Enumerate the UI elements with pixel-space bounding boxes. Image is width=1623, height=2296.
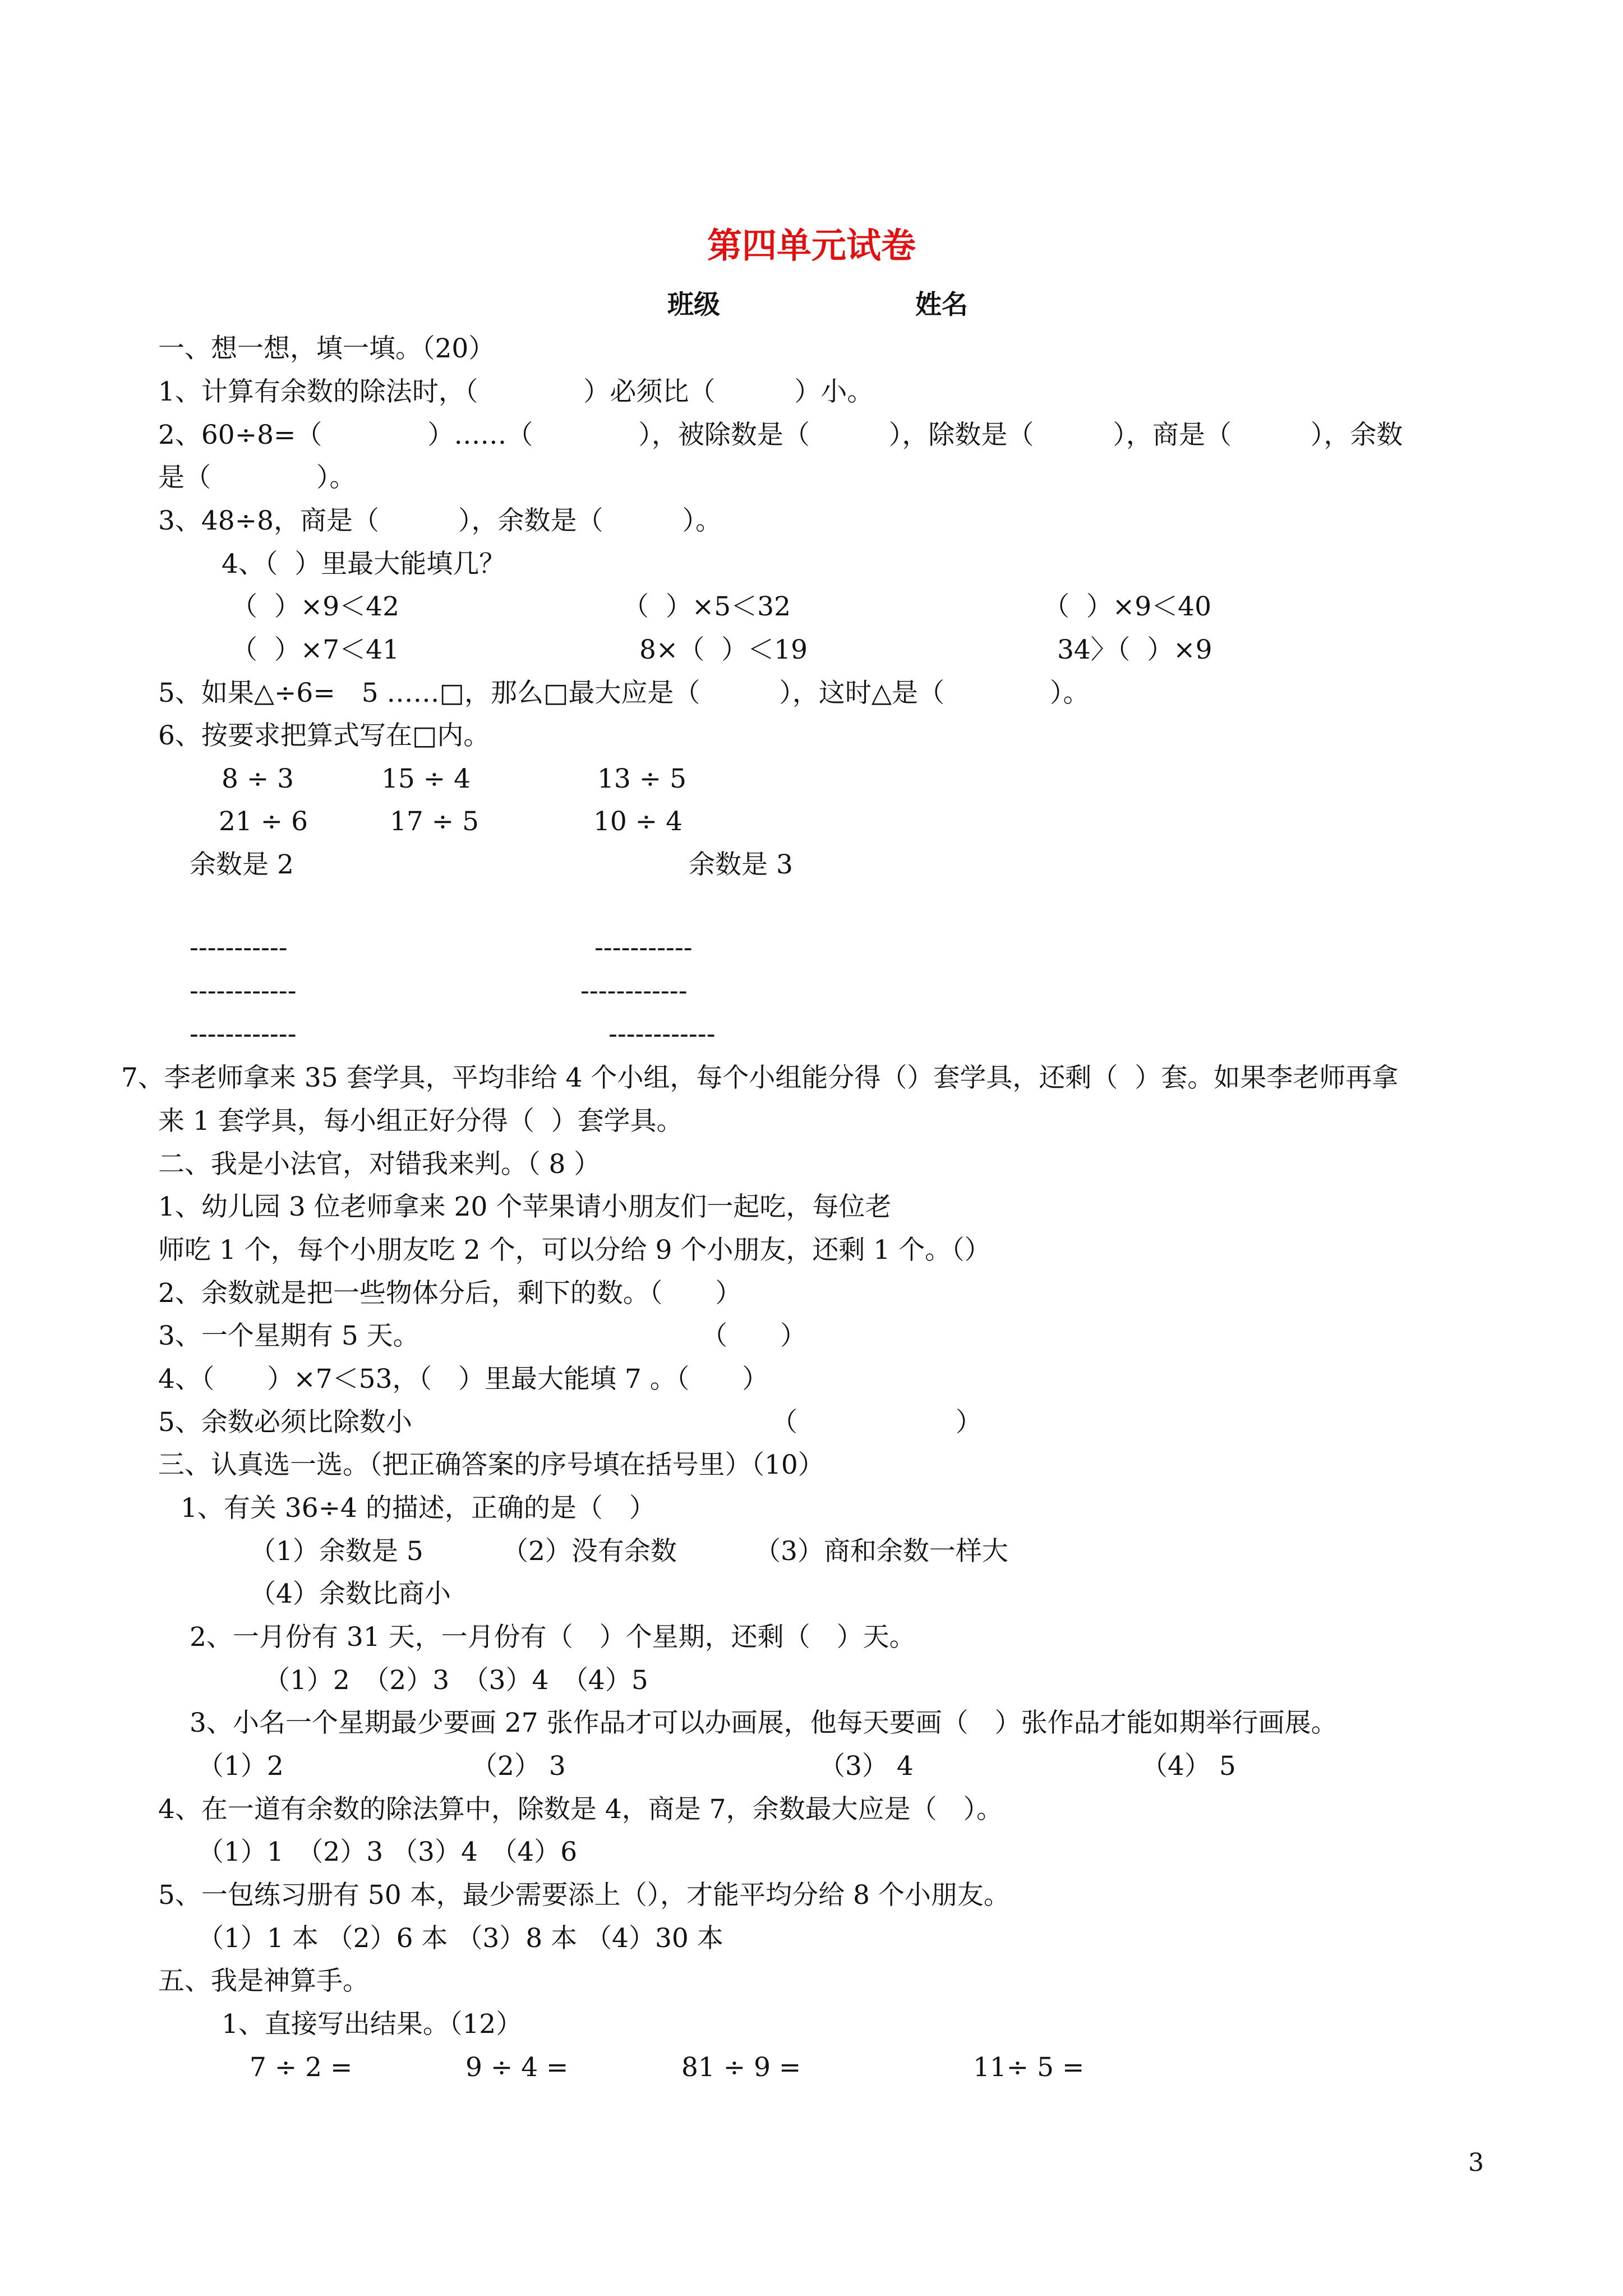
- q4-item: 34〉（ ）×9: [1057, 634, 1212, 665]
- s2-question-1-line1: 1、幼儿园 3 位老师拿来 20 个苹果请小朋友们一起吃，每位老: [158, 1191, 892, 1222]
- s2-question-5: 5、余数必须比除数小: [158, 1407, 412, 1438]
- q4-item: （ ）×9＜40: [1043, 591, 1211, 622]
- s1-question-7-line1: 7、李老师拿来 35 套学具，平均非给 4 个小组，每个小组能分得（）套学具，还剩（ ）套。如果李老师再拿: [121, 1062, 1399, 1093]
- s2-question-4: 4、（ ）×7＜53，（ ）里最大能填 7 。（ ）: [158, 1364, 769, 1395]
- calc-item: 11÷ 5 =: [973, 2052, 1085, 2083]
- s1-question-5: 5、如果△÷6= 5 ……□，那么□最大应是（ ），这时△是（ ）。: [158, 678, 1090, 708]
- division-expression: 10 ÷ 4: [593, 806, 683, 837]
- option: （3）商和余数一样大: [754, 1536, 1008, 1567]
- option: （2） 3: [471, 1751, 566, 1782]
- s2-question-1-line2: 师吃 1 个，每个小朋友吃 2 个，可以分给 9 个小朋友，还剩 1 个。（）: [158, 1235, 991, 1266]
- q4-item: 8×（ ）＜19: [639, 634, 808, 665]
- remainder-2-label: 余数是 2: [190, 849, 294, 880]
- s3-question-1: 1、有关 36÷4 的描述，正确的是（ ）: [181, 1493, 656, 1524]
- calc-item: 9 ÷ 4 =: [465, 2052, 569, 2083]
- s3-question-3: 3、小名一个星期最少要画 27 张作品才可以办画展，他每天要画（ ）张作品才能如期举行画展。: [190, 1708, 1338, 1738]
- s3-question-4: 4、在一道有余数的除法算中，除数是 4，商是 7，余数最大应是（ ）。: [158, 1794, 1003, 1825]
- s1-question-1: 1、计算有余数的除法时，（ ）必须比（ ）小。: [158, 376, 874, 407]
- s3-question-2: 2、一月份有 31 天，一月份有（ ）个星期，还剩（ ）天。: [190, 1622, 916, 1653]
- name-label: 姓名: [915, 289, 968, 320]
- division-expression: 17 ÷ 5: [390, 806, 479, 837]
- calc-item: 7 ÷ 2 =: [250, 2052, 353, 2083]
- option: （4） 5: [1141, 1751, 1236, 1782]
- s1-question-2-line2: 是（ ）。: [158, 462, 356, 493]
- s3-question-5-options: （1）1 本 （2）6 本 （3）8 本 （4）30 本: [197, 1923, 723, 1954]
- option: （1）余数是 5: [250, 1536, 423, 1567]
- option: （4）余数比商小: [250, 1579, 451, 1609]
- q4-item: （ ）×7＜41: [231, 634, 399, 665]
- s2-question-3: 3、一个星期有 5 天。: [158, 1320, 419, 1351]
- page-title: 第四单元试卷: [707, 225, 916, 266]
- s1-question-3: 3、48÷8，商是（ ），余数是（ ）。: [158, 505, 722, 536]
- division-expression: 8 ÷ 3: [222, 763, 294, 794]
- division-expression: 13 ÷ 5: [597, 763, 686, 794]
- s5-question-1: 1、直接写出结果。（12）: [222, 2009, 523, 2040]
- division-expression: 21 ÷ 6: [219, 806, 308, 837]
- answer-line: ------------: [190, 1019, 297, 1050]
- option: （3） 4: [819, 1751, 914, 1782]
- s2-question-2: 2、余数就是把一些物体分后，剩下的数。（ ）: [158, 1278, 742, 1309]
- section1-heading: 一、想一想，填一填。（20）: [158, 333, 495, 364]
- s1-question-2-line1: 2、60÷8=（ ）……（ ），被除数是（ ），除数是（ ），商是（ ），余数: [158, 420, 1403, 450]
- q4-item: （ ）×5＜32: [623, 591, 791, 622]
- q4-item: （ ）×9＜42: [231, 591, 399, 622]
- answer-line: ------------: [608, 1019, 716, 1050]
- class-label: 班级: [667, 289, 720, 320]
- s3-question-2-options: （1）2 （2）3 （3）4 （4）5: [264, 1665, 648, 1696]
- s3-question-5: 5、一包练习册有 50 本，最少需要添上（），才能平均分给 8 个小朋友。: [158, 1880, 1010, 1911]
- division-expression: 15 ÷ 4: [381, 763, 471, 794]
- section2-heading: 二、我是小法官，对错我来判。（ 8 ）: [158, 1149, 601, 1180]
- s2-question-5-answer: （ ）: [771, 1407, 982, 1438]
- answer-line: -----------: [190, 932, 288, 963]
- s1-question-4: 4、（ ）里最大能填几？: [222, 549, 506, 579]
- page-number: 3: [1468, 2148, 1484, 2177]
- section5-heading: 五、我是神算手。: [158, 1966, 369, 1996]
- answer-line: -----------: [594, 932, 693, 963]
- s1-question-7-line2: 来 1 套学具，每小组正好分得（ ）套学具。: [158, 1106, 683, 1137]
- option: （2）没有余数: [502, 1536, 677, 1567]
- s2-question-3-answer: （ ）: [701, 1320, 806, 1351]
- calc-item: 81 ÷ 9 =: [681, 2052, 801, 2083]
- section3-heading: 三、认真选一选。（把正确答案的序号填在括号里）（10）: [158, 1450, 824, 1480]
- option: （1）2: [197, 1751, 284, 1782]
- s1-question-6: 6、按要求把算式写在□内。: [158, 720, 490, 751]
- answer-line: ------------: [190, 976, 297, 1006]
- remainder-3-label: 余数是 3: [689, 849, 793, 880]
- answer-line: ------------: [580, 976, 688, 1006]
- s3-question-4-options: （1）1 （2）3 （3）4 （4）6: [197, 1837, 578, 1867]
